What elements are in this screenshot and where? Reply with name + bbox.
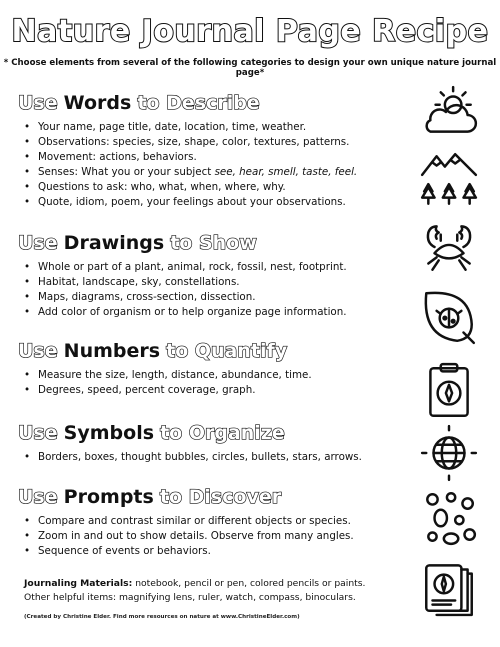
section-drawings <box>18 232 418 320</box>
bullet-list <box>18 260 418 320</box>
list-item: • Whole or part of a plant, animal, rock, fossil, nest, footprint. <box>24 260 418 275</box>
section-symbols <box>18 422 418 465</box>
list-item: • Observations: species, size, shape, color, textures, patterns. <box>24 135 418 150</box>
heading-prefix: Use <box>18 340 58 362</box>
globe-icon <box>418 422 480 484</box>
list-item: • Sequence of events or behaviors. <box>24 544 418 559</box>
senses-italic-text: see, hear, smell, taste, feel. <box>214 166 358 178</box>
heading-prefix: Use <box>18 232 58 254</box>
helpful-items-text: Other helpful items: magnifying lens, ruler, watch, compass, binoculars. <box>24 592 356 603</box>
section-numbers <box>18 340 418 398</box>
ladybug-leaf-icon <box>418 285 480 347</box>
page-title: Nature Journal Page Recipe <box>11 14 489 49</box>
list-item: • Maps, diagrams, cross-section, dissection. <box>24 290 418 305</box>
section-heading <box>18 422 418 444</box>
heading-suffix: to Show <box>170 232 257 254</box>
list-item: • Your name, page title, date, location, time, weather. <box>24 120 418 135</box>
heading-keyword: Words <box>63 92 132 114</box>
section-heading <box>18 232 418 254</box>
list-item: • Habitat, landscape, sky, constellations. <box>24 275 418 290</box>
section-heading <box>18 486 418 508</box>
pebbles-icon <box>418 487 480 549</box>
list-item: • Zoom in and out to show details. Observe from many angles. <box>24 529 418 544</box>
heading-keyword: Symbols <box>63 422 155 444</box>
section-heading <box>18 92 418 114</box>
sun-cloud-icon <box>418 82 480 144</box>
bullet-list <box>18 514 418 559</box>
materials-label: Journaling Materials: <box>24 578 133 589</box>
list-item: • Add color of organism or to help organize page information. <box>24 305 418 320</box>
bullet-list <box>18 450 418 465</box>
list-item <box>24 165 418 180</box>
heading-prefix: Use <box>18 92 58 114</box>
page-subtitle: * Choose elements from several of the following categories to design your own unique nature journal page* <box>3 58 497 78</box>
section-words <box>18 92 418 210</box>
materials-note <box>24 577 484 605</box>
bullet-list <box>18 368 418 398</box>
heading-prefix: Use <box>18 486 58 508</box>
heading-suffix: to Quantify <box>166 340 288 362</box>
list-item: • Measure the size, length, distance, abundance, time. <box>24 368 418 383</box>
heading-suffix: to Organize <box>160 422 285 444</box>
heading-prefix: Use <box>18 422 58 444</box>
list-item: • Movement: actions, behaviors. <box>24 150 418 165</box>
section-prompts <box>18 486 418 559</box>
heading-keyword: Drawings <box>63 232 165 254</box>
list-item: • Borders, boxes, thought bubbles, circles, bullets, stars, arrows. <box>24 450 418 465</box>
crab-icon <box>418 216 480 278</box>
bullet-list <box>18 120 418 210</box>
senses-text: Senses: What you or your subject <box>38 166 215 178</box>
list-item: • Quote, idiom, poem, your feelings about your observations. <box>24 195 418 210</box>
mountains-trees-icon <box>418 148 480 210</box>
list-item: • Questions to ask: who, what, when, where, why. <box>24 180 418 195</box>
compass-clipboard-icon <box>418 360 480 422</box>
heading-keyword: Numbers <box>63 340 161 362</box>
section-heading <box>18 340 418 362</box>
list-item: • Degrees, speed, percent coverage, graph. <box>24 383 418 398</box>
journal-books-icon <box>418 555 480 617</box>
materials-text: notebook, pencil or pen, colored pencils or paints. <box>132 578 366 589</box>
heading-keyword: Prompts <box>63 486 154 508</box>
heading-suffix: to Describe <box>137 92 260 114</box>
heading-suffix: to Discover <box>159 486 282 508</box>
credit-line: (Created by Christine Elder. Find more resources on nature at www.ChristineElder.com) <box>24 614 300 620</box>
list-item: • Compare and contrast similar or different objects or species. <box>24 514 418 529</box>
